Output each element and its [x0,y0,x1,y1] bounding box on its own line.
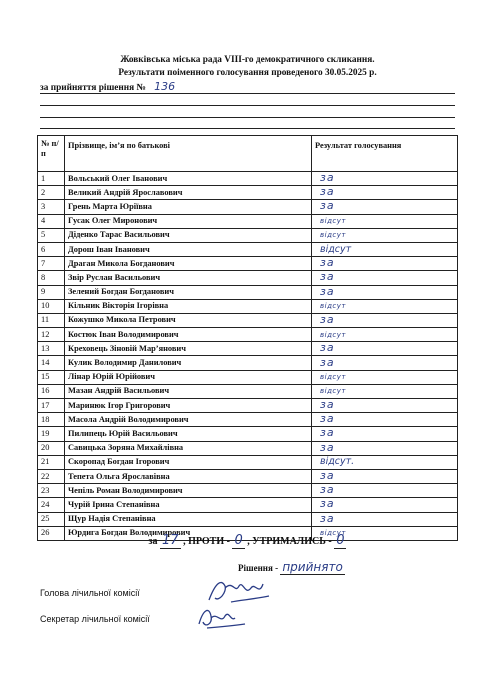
row-number: 19 [38,427,65,441]
for-count: 17 [162,533,179,548]
vote-result: за [320,284,335,298]
vote-result-cell [312,228,458,242]
table-row [38,257,458,271]
deputy-name: Юрдига Богдан Володимирович [65,526,312,540]
table-row [38,370,458,384]
chair-signature-label: Голова лічильної комісії [40,588,140,598]
row-number: 26 [38,526,65,540]
vote-result: відсут [320,243,352,255]
deputy-name: Тепета Ольга Ярославівна [65,469,312,483]
vote-result-cell [312,328,458,342]
vote-result: за [320,256,335,270]
row-number: 4 [38,214,65,228]
vote-result: за [320,171,335,185]
vote-result-cell [312,200,458,214]
deputy-name: Вольський Олег Іванович [65,172,312,186]
table-row [38,498,458,512]
decision-number-line [40,80,455,94]
vote-result: відсут. [320,456,355,468]
vote-result-cell [312,342,458,356]
vote-result: за [320,355,335,369]
document-header [0,54,495,80]
decision-result [238,560,345,574]
row-number: 10 [38,299,65,313]
against-count: 0 [234,533,243,548]
deputy-name: Креховець Зіновій Мар’янович [65,342,312,356]
table-row [38,200,458,214]
vote-result-cell [312,356,458,370]
table-row [38,313,458,327]
vote-result-cell [312,299,458,313]
deputy-name: Драган Микола Богданович [65,257,312,271]
table-row [38,172,458,186]
row-number: 1 [38,172,65,186]
col-number-header: № п/п [38,136,65,172]
row-number: 9 [38,285,65,299]
table-row [38,384,458,398]
table-row [38,469,458,483]
row-number: 24 [38,498,65,512]
table-row [38,242,458,256]
row-number: 16 [38,384,65,398]
vote-result: відсут [320,330,346,339]
table-row [38,214,458,228]
col-name-header: Прізвище, ім’я по батькові [65,136,312,172]
vote-result: за [320,412,335,426]
vote-result: відсут [320,387,346,396]
row-number: 2 [38,186,65,200]
vote-result-cell [312,399,458,413]
row-number: 8 [38,271,65,285]
vote-result: за [320,511,335,525]
vote-result: відсут [320,231,346,240]
row-number: 14 [38,356,65,370]
vote-result-cell [312,498,458,512]
row-number: 15 [38,370,65,384]
table-row [38,328,458,342]
vote-results-title: Результати поіменного голосування проведеного 30.05.2025 р. [118,68,377,78]
blank-line [40,105,455,106]
vote-result: за [320,341,335,355]
table-row [38,441,458,455]
deputy-name: Кільник Вікторія Ігорівна [65,299,312,313]
vote-result: за [320,270,335,284]
vote-result-cell [312,242,458,256]
deputy-name: Діденко Тарас Васильович [65,228,312,242]
vote-result: за [320,440,335,454]
abstain-label: , УТРИМАЛИСЬ - [247,536,332,547]
vote-result: за [320,199,335,213]
table-row [38,413,458,427]
secretary-signature-label: Секретар лічильної комісії [40,614,150,624]
vote-result: за [320,426,335,440]
deputy-name: Кожушко Микола Петрович [65,313,312,327]
table-header-row [38,136,458,172]
deputy-name: Кулик Володимир Данилович [65,356,312,370]
table-row [38,285,458,299]
vote-result-cell [312,285,458,299]
col-result-header: Результат голосування [312,136,458,172]
vote-result: за [320,497,335,511]
row-number: 5 [38,228,65,242]
blank-line [40,117,455,118]
table-row [38,271,458,285]
vote-result-cell [312,257,458,271]
deputy-name: Звір Руслан Васильович [65,271,312,285]
table-row [38,186,458,200]
vote-result-cell [312,469,458,483]
vote-summary [0,533,495,548]
deputy-name: Чурій Ірина Степанівна [65,498,312,512]
table-row [38,299,458,313]
row-number: 3 [38,200,65,214]
decision-label: Рішення - [238,563,279,573]
for-label: за [148,536,158,547]
decision-value: прийнято [282,560,343,574]
vote-result-cell [312,186,458,200]
row-number: 17 [38,399,65,413]
vote-result: за [320,312,335,326]
deputy-name: Великий Андрій Ярославович [65,186,312,200]
vote-result-cell [312,172,458,186]
votes-table [37,135,458,541]
vote-result-cell [312,413,458,427]
deputy-name: Гусак Олег Миронович [65,214,312,228]
deputy-name: Мазан Андрій Васильович [65,384,312,398]
deputy-name: Скоропад Богдан Ігорович [65,455,312,469]
vote-result-cell [312,484,458,498]
vote-result-cell [312,370,458,384]
vote-result-cell [312,512,458,526]
vote-result-cell [312,427,458,441]
row-number: 6 [38,242,65,256]
vote-result: за [320,483,335,497]
council-title: Жовківська міська рада VIII-го демократичного скликання. [120,55,375,65]
deputy-name: Зелений Богдан Богданович [65,285,312,299]
deputy-name: Лінар Юрій Юрійович [65,370,312,384]
table-row [38,342,458,356]
vote-result: відсут [320,529,346,538]
row-number: 11 [38,313,65,327]
deputy-name: Масола Андрій Володимирович [65,413,312,427]
deputy-name: Маринюк Ігор Григорович [65,399,312,413]
deputy-name: Савицька Зоряна Михайлівна [65,441,312,455]
table-row [38,356,458,370]
row-number: 13 [38,342,65,356]
vote-result-cell [312,384,458,398]
vote-result: за [320,469,335,483]
table-row [38,484,458,498]
table-row [38,512,458,526]
vote-result: за [320,398,335,412]
row-number: 20 [38,441,65,455]
vote-result-cell [312,441,458,455]
row-number: 12 [38,328,65,342]
row-number: 21 [38,455,65,469]
deputy-name: Дорош Іван Іванович [65,242,312,256]
blank-line [40,128,455,129]
vote-result: відсут [320,217,346,226]
vote-result-cell [312,271,458,285]
deputy-name: Чепіль Роман Володимирович [65,484,312,498]
vote-result-cell [312,214,458,228]
table-row [38,228,458,242]
row-number: 18 [38,413,65,427]
vote-result-cell [312,313,458,327]
deputy-name: Костюк Іван Володимирович [65,328,312,342]
deputy-name: Пилипець Юрій Васильович [65,427,312,441]
deputy-name: Грень Марта Юріївна [65,200,312,214]
vote-result: за [320,185,335,199]
vote-result-cell [312,455,458,469]
row-number: 22 [38,469,65,483]
row-number: 25 [38,512,65,526]
table-row [38,455,458,469]
decision-prefix: за прийняття рішення № [40,83,146,93]
secretary-signature [195,600,265,634]
abstain-count: 0 [336,533,345,548]
row-number: 23 [38,484,65,498]
table-row [38,399,458,413]
vote-result: відсут [320,373,346,382]
vote-result: відсут [320,302,346,311]
against-label: , ПРОТИ - [183,536,230,547]
decision-number: 136 [154,80,176,93]
table-row [38,427,458,441]
deputy-name: Щур Надія Степанівна [65,512,312,526]
row-number: 7 [38,257,65,271]
